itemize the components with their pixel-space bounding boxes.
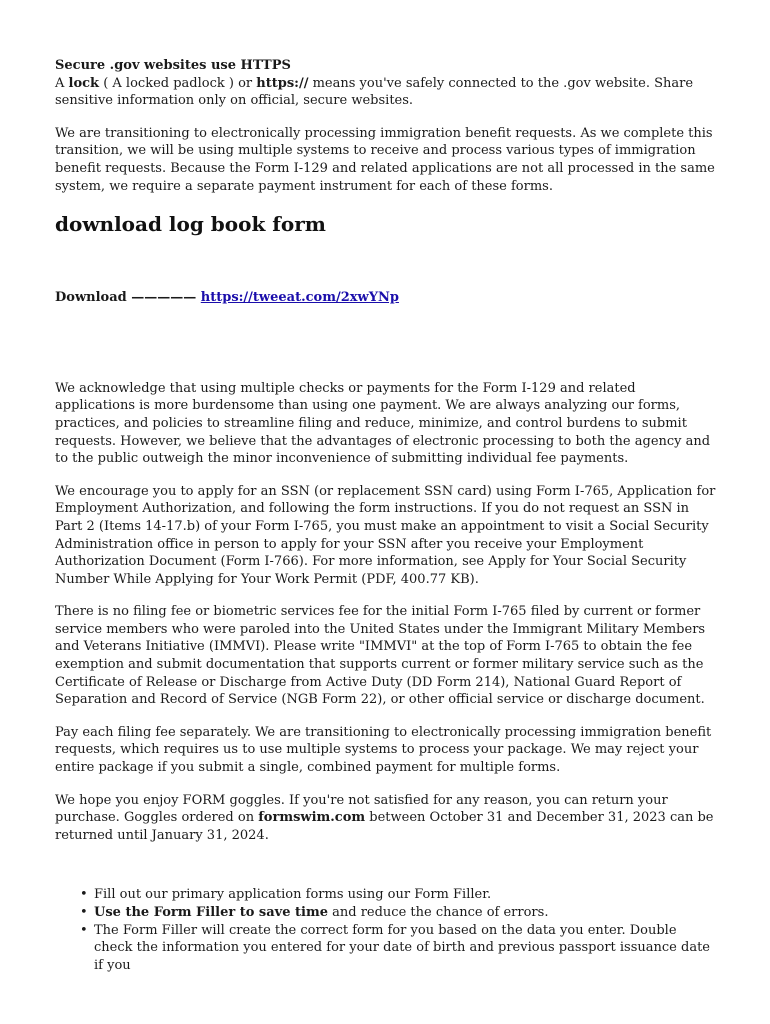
list-item-text: Fill out our primary application forms using our Form Filler. bbox=[94, 887, 492, 903]
list-item bbox=[80, 886, 717, 904]
download-link[interactable]: https://tweeat.com/2xwYNp bbox=[200, 290, 399, 306]
paragraph-fees: Pay each filing fee separately. We are transitioning to electronically processing immigration benefit requests, which requires us to use multiple systems to process your package. We may reject your entire package if you submit a single, combined payment for multiple forms. bbox=[55, 724, 712, 776]
bullet-icon: • bbox=[80, 887, 88, 903]
paragraph-immvi: There is no filing fee or biometric services fee for the initial Form I-765 filed by current or former service members who were paroled into the United States under the Immigrant Military Members and Veterans Initiative (IMMVI). Please write "IMMVI" at the top of Form I-765 to obtain the fee exemption and submit documentation that supports current or former military service such as the Certificate of Release or Discharge from Active Duty (DD Form 214), National Guard Report of Separation and Record of Service (NGB Form 22), or other official service or discharge document. bbox=[55, 604, 706, 708]
intro-paragraph: We are transitioning to electronically processing immigration benefit requests. As we complete this transition, we will be using multiple systems to receive and process various types of immigration benefit requests. Because the Form I-129 and related applications are not all processed in the same system, we require a separate payment instrument for each of these forms. bbox=[55, 125, 715, 194]
notice-text-c: means you've safely connected to the .gov website. Share sensitive information only on official, secure websites. bbox=[55, 75, 694, 109]
list-item-text: The Form Filler will create the correct form for you based on the data you enter. Double check the information you entered for your date of birth and previous passport issuance date if you bbox=[94, 922, 710, 973]
notice-text-b: ( A locked padlock ) or bbox=[99, 75, 257, 91]
goggles-site: formswim.com bbox=[258, 810, 366, 826]
paragraph-payments: We acknowledge that using multiple checks or payments for the Form I-129 and related applications is more burdensome than using one payment. We are always analyzing our forms, practices, and policies to streamline filing and reduce, minimize, and control burdens to submit requests. However, we believe that the advantages of electronic processing to both the agency and to the public outweigh the minor inconvenience of submitting individual fee payments. bbox=[55, 380, 711, 467]
list-item-bold: Use the Form Filler to save time bbox=[94, 905, 328, 920]
lock-word: lock bbox=[68, 75, 100, 91]
paragraph-ssn: We encourage you to apply for an SSN (or replacement SSN card) using Form I-765, Application for Employment Authorization, and following the form instructions. If you do not request an SSN in Part 2 (Items 14-17.b) of your Form I-765, you must make an appointment to visit a Social Security Administration office in person to apply for your SSN after you receive your Employment Authorization Document (Form I-766). For more information, see Apply for Your Social Security Number While Applying for Your Work Permit (PDF, 400.77 KB). bbox=[55, 483, 716, 587]
bullet-list-wrap bbox=[55, 886, 717, 974]
download-line bbox=[55, 289, 717, 307]
bullet-list bbox=[55, 886, 717, 974]
list-item-text: and reduce the chance of errors. bbox=[327, 905, 549, 920]
paragraph-goggles bbox=[55, 792, 717, 845]
goggles-text-b: between October 31 and December 31, 2023 can be returned until January 31, 2024. bbox=[55, 810, 714, 843]
document-page bbox=[55, 57, 717, 974]
https-notice-title: Secure .gov websites use HTTPS bbox=[55, 58, 291, 73]
list-item bbox=[80, 922, 717, 975]
notice-text-a: A bbox=[55, 75, 69, 91]
https-notice-text bbox=[55, 75, 717, 110]
bullet-icon: • bbox=[80, 905, 88, 920]
list-item bbox=[80, 904, 717, 922]
page-heading: download log book form bbox=[55, 212, 326, 237]
https-word: https:// bbox=[256, 75, 309, 91]
download-label: Download ————— bbox=[55, 290, 201, 306]
goggles-text-a: We hope you enjoy FORM goggles. If you're not satisfied for any reason, you can return your purchase. Goggles ordered on bbox=[55, 792, 668, 826]
bullet-icon: • bbox=[80, 922, 88, 938]
spacer bbox=[55, 307, 717, 365]
